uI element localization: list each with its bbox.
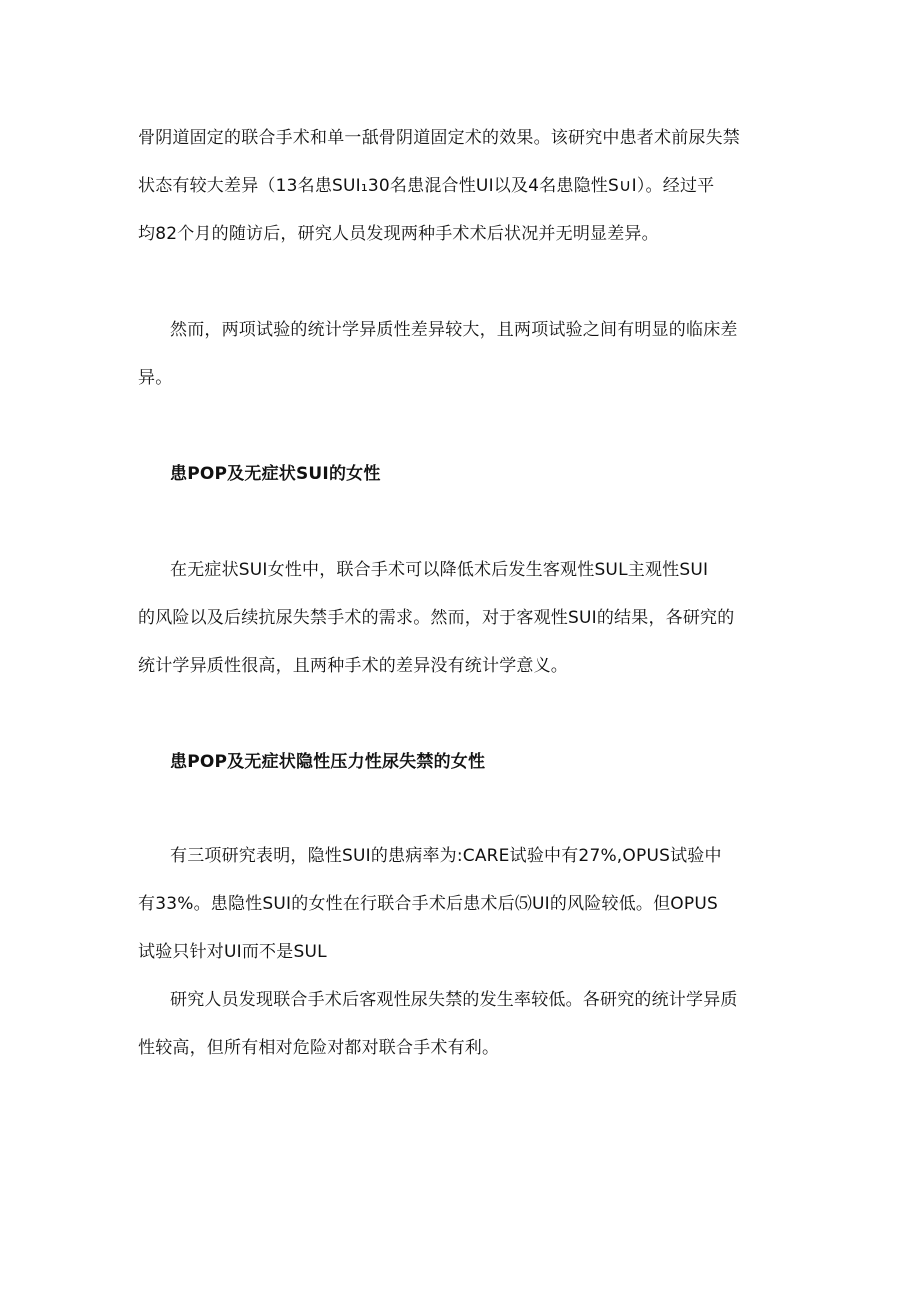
paragraph-4-line-3: 试验只针对UI而不是SUL [138, 942, 327, 962]
paragraph-1-line-3: 均82个月的随访后，研究人员发现两种手术术后状况并无明显差异。 [138, 224, 659, 244]
paragraph-5-line-2: 性较高，但所有相对危险对都对联合手术有利。 [138, 1038, 500, 1058]
paragraph-3-line-1: 在无症状SUI女性中，联合手术可以降低术后发生客观性SUL主观性SUI [170, 560, 709, 580]
section-heading-2: 患POP及无症状隐性压力性尿失禁的女性 [170, 752, 486, 772]
paragraph-2-line-1: 然而，两项试验的统计学异质性差异较大，且两项试验之间有明显的临床差 [170, 320, 738, 340]
paragraph-4-line-2: 有33%。患隐性SUI的女性在行联合手术后患术后⑸UI的风险较低。但OPUS [138, 894, 718, 914]
paragraph-1-line-2: 状态有较大差异（13名患SUI₁30名患混合性UI以及4名患隐性S∪I）。经过平 [138, 176, 715, 196]
paragraph-1-line-1: 骨阴道固定的联合手术和单一舐骨阴道固定术的效果。该研究中患者术前尿失禁 [138, 128, 740, 148]
paragraph-5-line-1: 研究人员发现联合手术后客观性尿失禁的发生率较低。各研究的统计学异质 [170, 990, 738, 1010]
paragraph-3-line-3: 统计学异质性很高，且两种手术的差异没有统计学意义。 [138, 656, 568, 676]
paragraph-2-line-2: 异。 [138, 368, 173, 388]
section-heading-1: 患POP及无症状SUI的女性 [170, 464, 381, 484]
paragraph-3-line-2: 的风险以及后续抗尿失禁手术的需求。然而，对于客观性SUI的结果，各研究的 [138, 608, 735, 628]
paragraph-4-line-1: 有三项研究表明，隐性SUI的患病率为:CARE试验中有27%,OPUS试验中 [170, 846, 722, 866]
